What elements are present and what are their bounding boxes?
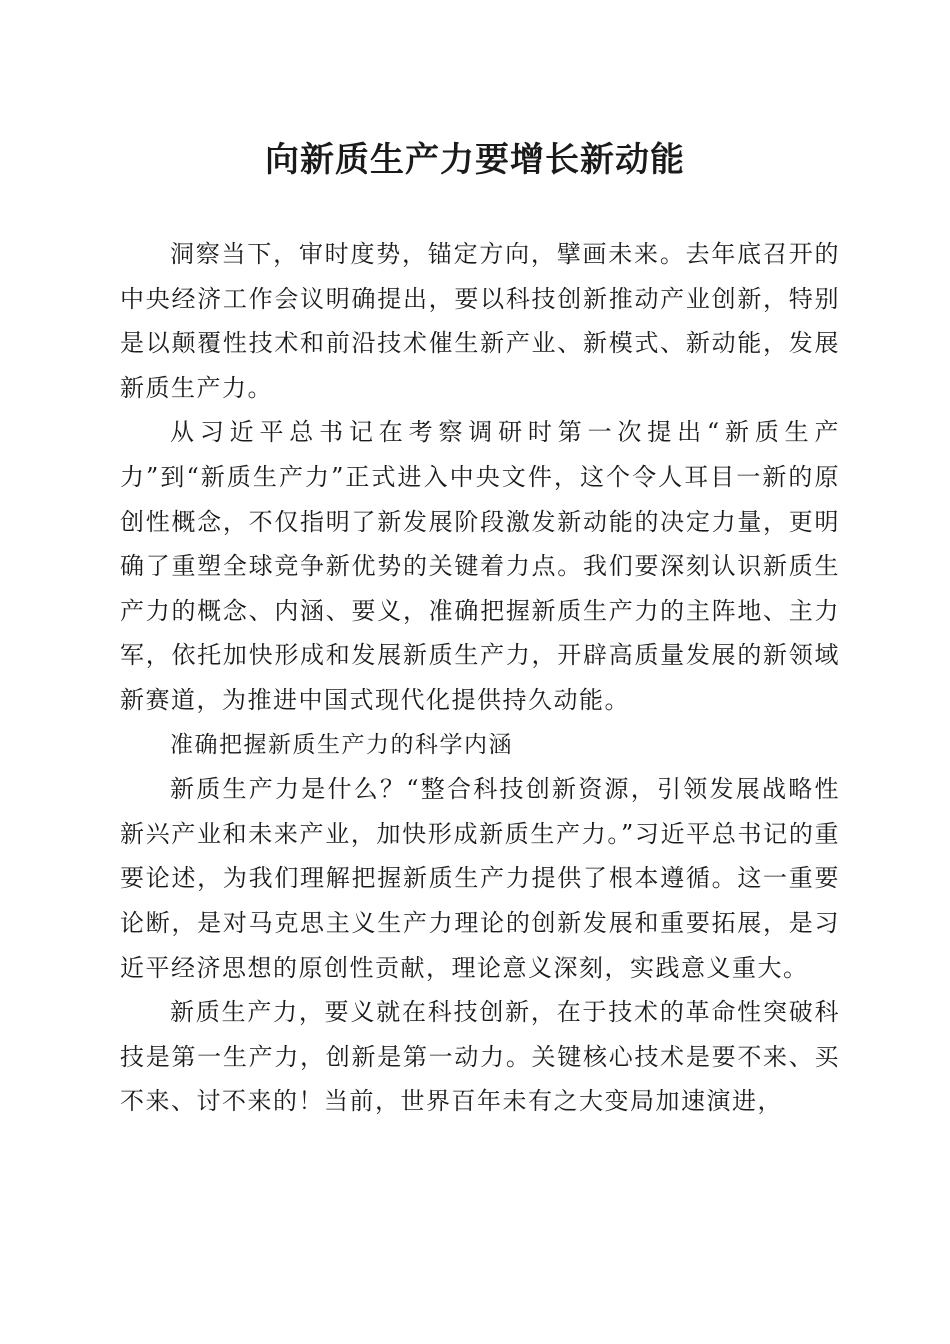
document-body — [120, 232, 840, 1124]
document-title: 向新质生产力要增长新动能 — [265, 140, 685, 180]
paragraph-3: 新质生产力是什么？“整合科技创新资源，引领发展战略性新兴产业和未来产业，加快形成新质生产力。”习近平总书记的重要论述，为我们理解把握新质生产力提供了根本遵循。这一重要论断，是对马克思主义生产力理论的创新发展和重要拓展，是习近平经济思想的原创性贡献，理论意义深刻，实践意义重大。 — [120, 775, 840, 982]
paragraph-1: 洞察当下，审时度势，锚定方向，擘画未来。去年底召开的中央经济工作会议明确提出，要以科技创新推动产业创新，特别是以颠覆性技术和前沿技术催生新产业、新模式、新动能，发展新质生产力。 — [120, 240, 840, 402]
section-heading: 准确把握新质生产力的科学内涵 — [170, 731, 513, 758]
paragraph-2: 从习近平总书记在考察调研时第一次提出“新质生产力”到“新质生产力”正式进入中央文件，这个令人耳目一新的原创性概念，不仅指明了新发展阶段激发新动能的决定力量，更明确了重塑全球竞争新优势的关键着力点。我们要深刻认识新质生产力的概念、内涵、要义，准确把握新质生产力的主阵地、主力军，依托加快形成和发展新质生产力，开辟高质量发展的新领域新赛道，为推进中国式现代化提供持久动能。 — [120, 418, 840, 714]
paragraph-4: 新质生产力，要义就在科技创新，在于技术的革命性突破科技是第一生产力，创新是第一动力。关键核心技术是要不来、买不来、讨不来的！当前，世界百年未有之大变局加速演进， — [120, 998, 840, 1116]
